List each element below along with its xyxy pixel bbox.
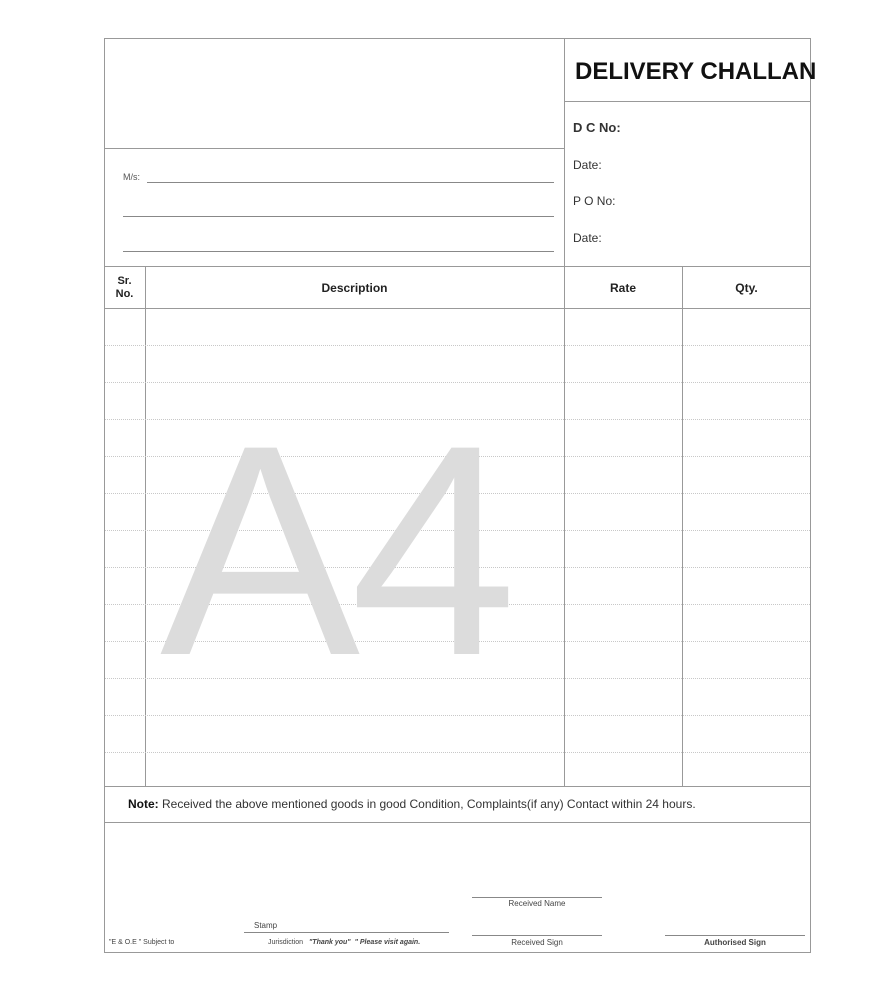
received-name-label: Received Name: [508, 899, 566, 908]
header-bottom: [104, 266, 811, 267]
jurisdiction-label: Jurisdiction: [268, 939, 304, 946]
ms-line-1: [147, 182, 554, 183]
logo-box-bottom: [104, 148, 564, 149]
col-header-sr: [104, 275, 145, 301]
row-guide: [105, 752, 810, 753]
stamp-line: [244, 932, 449, 933]
col-divider-rate: [682, 266, 683, 786]
row-guide: [105, 345, 810, 346]
col-header-rate: Rate: [609, 281, 636, 295]
note-bottom: [104, 822, 811, 823]
col-header-sr-line2: No.: [115, 288, 134, 300]
authorised-sign-line: [665, 935, 805, 936]
received-sign-line: [472, 935, 602, 936]
col-divider-desc: [564, 266, 565, 786]
jurisdiction-text: [268, 939, 420, 946]
ms-label: M/s:: [123, 172, 140, 182]
table-header-bottom: [104, 308, 811, 309]
received-sign-label: Received Sign: [511, 938, 563, 947]
table-bottom: [104, 786, 811, 787]
col-header-qty: Qty.: [735, 281, 758, 295]
visit-again-text: " Please visit again.: [354, 939, 421, 946]
date-label: Date:: [573, 158, 602, 172]
col-header-sr-line1: Sr.: [117, 275, 132, 287]
subject-to-text: "E & O.E " Subject to: [109, 939, 175, 946]
col-divider-sr: [145, 266, 146, 786]
received-name-line: [472, 897, 602, 898]
authorised-sign-label: Authorised Sign: [704, 938, 766, 947]
stamp-label: Stamp: [254, 921, 278, 930]
header-divider: [564, 38, 565, 266]
note-label: Note:: [128, 797, 159, 811]
col-header-description: Description: [321, 281, 388, 295]
a4-watermark: A4: [160, 382, 507, 718]
dc-no-label: D C No:: [573, 120, 621, 135]
note: [128, 797, 696, 811]
page-title: DELIVERY CHALLAN: [575, 58, 817, 85]
note-text: Received the above mentioned goods in good Condition, Complaints(if any) Contact within 24 hours.: [158, 797, 696, 811]
title-underline: [564, 101, 811, 102]
thank-you-text: "Thank you": [308, 939, 351, 946]
po-date-label: Date:: [573, 231, 602, 245]
ms-line-3: [123, 251, 554, 252]
po-no-label: P O No:: [573, 194, 616, 208]
ms-line-2: [123, 216, 554, 217]
